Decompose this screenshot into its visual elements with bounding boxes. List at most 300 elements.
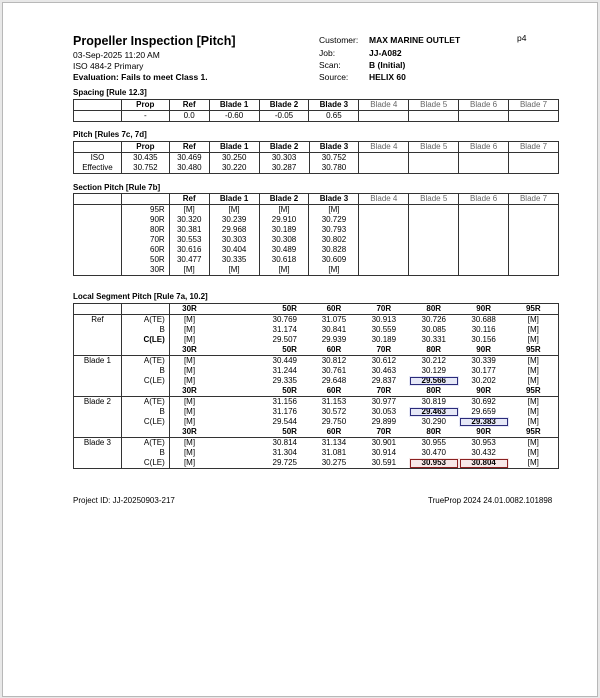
local-segment-edge-label: B bbox=[121, 366, 169, 376]
local-segment-group-label: Ref bbox=[74, 315, 122, 326]
table-cell: 31.304 bbox=[272, 448, 297, 457]
report-date: 03-Sep-2025 11:20 AM bbox=[73, 50, 160, 60]
table-cell bbox=[409, 215, 459, 225]
local-segment-group-label bbox=[74, 366, 122, 376]
table-cell: 30.761 bbox=[321, 366, 347, 375]
table-cell: [M] bbox=[527, 325, 539, 334]
table-cell: 30.085 bbox=[421, 325, 446, 334]
table-cell: [M] bbox=[169, 265, 209, 276]
scan-value: B (Initial) bbox=[369, 60, 406, 70]
table-row bbox=[74, 458, 559, 469]
table-cell bbox=[409, 111, 459, 122]
table-row bbox=[74, 325, 559, 335]
table-cell: 30.814 bbox=[272, 438, 297, 447]
table-cell bbox=[509, 245, 559, 255]
table-cell: 30.335 bbox=[209, 255, 259, 265]
table-row bbox=[74, 265, 559, 276]
local-segment-column-header: 60R bbox=[309, 345, 359, 356]
table-cell: [M] bbox=[183, 325, 196, 334]
table-cell bbox=[509, 255, 559, 265]
table-cell: [M] bbox=[527, 407, 539, 416]
pitch-table bbox=[73, 141, 559, 174]
table-cell: 30.553 bbox=[169, 235, 209, 245]
table-cell: 30.914 bbox=[371, 448, 397, 457]
table-cell: [M] bbox=[527, 397, 539, 406]
local-segment-header-row bbox=[74, 304, 559, 315]
local-segment-column-header: 30R bbox=[169, 304, 209, 315]
table-cell: 30.804 bbox=[459, 458, 509, 469]
local-segment-column-header: 90R bbox=[459, 427, 509, 438]
table-cell: 30.053 bbox=[371, 407, 397, 416]
table-cell: 30.435 bbox=[121, 153, 169, 164]
table-cell bbox=[409, 225, 459, 235]
table-cell: 29.648 bbox=[321, 376, 347, 385]
table-cell: 50R bbox=[121, 255, 169, 265]
table-cell: 30.177 bbox=[471, 366, 496, 375]
section-pitch-header: Blade 4 bbox=[359, 194, 409, 205]
table-cell: 30.618 bbox=[259, 255, 309, 265]
table-cell bbox=[459, 265, 509, 276]
table-cell bbox=[409, 245, 459, 255]
local-segment-column-header: 80R bbox=[409, 427, 459, 438]
scan-label: Scan: bbox=[319, 60, 341, 70]
table-cell: 30.726 bbox=[421, 315, 446, 324]
table-cell: [M] bbox=[309, 265, 359, 276]
local-segment-column-header: 70R bbox=[359, 345, 409, 356]
table-cell: 31.244 bbox=[272, 366, 297, 375]
table-cell bbox=[409, 153, 459, 164]
table-cell: 30.953 bbox=[409, 458, 459, 469]
pitch-header bbox=[74, 142, 122, 153]
table-cell: - bbox=[121, 111, 169, 122]
section-pitch-header bbox=[74, 194, 122, 205]
local-segment-column-header: 90R bbox=[459, 386, 509, 397]
table-row bbox=[74, 417, 559, 427]
local-segment-column-header: 90R bbox=[459, 345, 509, 356]
table-cell: 30.156 bbox=[471, 335, 496, 344]
table-cell bbox=[509, 111, 559, 122]
table-cell bbox=[459, 215, 509, 225]
local-segment-column-header: 80R bbox=[409, 345, 459, 356]
pitch-header-row bbox=[74, 142, 559, 153]
local-segment-column-header: 95R bbox=[509, 345, 559, 356]
table-cell bbox=[121, 304, 169, 315]
table-cell bbox=[74, 386, 122, 397]
table-cell: 30.202 bbox=[471, 376, 496, 385]
spacing-header: Ref bbox=[169, 100, 209, 111]
table-cell: 30.692 bbox=[471, 397, 496, 406]
table-cell bbox=[409, 235, 459, 245]
table-cell: 30.303 bbox=[209, 235, 259, 245]
table-cell: 30.609 bbox=[309, 255, 359, 265]
local-segment-group-label bbox=[74, 325, 122, 335]
table-cell bbox=[509, 205, 559, 216]
section-pitch-header-row bbox=[74, 194, 559, 205]
table-cell bbox=[359, 225, 409, 235]
table-cell: 30.469 bbox=[169, 153, 209, 164]
table-row bbox=[74, 397, 559, 408]
table-cell: 0.0 bbox=[169, 111, 209, 122]
table-cell bbox=[359, 265, 409, 276]
job-value: JJ-A082 bbox=[369, 48, 402, 58]
local-segment-edge-label: A(TE) bbox=[121, 315, 169, 326]
table-cell: 30.404 bbox=[209, 245, 259, 255]
section-pitch-header: Blade 1 bbox=[209, 194, 259, 205]
table-cell bbox=[359, 215, 409, 225]
table-cell: 30.308 bbox=[259, 235, 309, 245]
customer-value: MAX MARINE OUTLET bbox=[369, 35, 461, 45]
table-cell: [M] bbox=[183, 448, 196, 457]
customer-label: Customer: bbox=[319, 35, 359, 45]
table-cell: 29.463 bbox=[409, 407, 459, 417]
local-segment-column-header: 60R bbox=[309, 386, 359, 397]
table-cell: [M] bbox=[527, 417, 539, 426]
table-cell: 30.116 bbox=[471, 325, 496, 334]
table-row bbox=[74, 215, 559, 225]
table-cell: 30.752 bbox=[309, 153, 359, 164]
table-cell bbox=[509, 215, 559, 225]
table-cell bbox=[74, 235, 122, 245]
table-cell: [M] bbox=[527, 315, 539, 324]
table-cell: 80R bbox=[121, 225, 169, 235]
table-cell: 31.134 bbox=[321, 438, 347, 447]
job-label: Job: bbox=[319, 48, 336, 58]
table-cell: [M] bbox=[309, 205, 359, 216]
pitch-section-title: Pitch [Rules 7c, 7d] bbox=[73, 130, 147, 139]
section-pitch-header: Blade 7 bbox=[509, 194, 559, 205]
table-cell: [M] bbox=[259, 205, 309, 216]
table-cell: [M] bbox=[209, 205, 259, 216]
table-cell: 29.910 bbox=[259, 215, 309, 225]
table-cell: 30.449 bbox=[272, 356, 297, 365]
local-segment-column-header: 30R bbox=[169, 386, 209, 397]
table-cell: 31.176 bbox=[272, 407, 297, 416]
project-id: Project ID: JJ-20250903-217 bbox=[73, 496, 175, 505]
local-segment-column-header: 80R bbox=[409, 304, 459, 315]
page-number: p4 bbox=[517, 33, 527, 43]
table-row bbox=[74, 438, 559, 449]
table-cell: 30R bbox=[121, 265, 169, 276]
table-row bbox=[74, 366, 559, 376]
pitch-header: Blade 7 bbox=[509, 142, 559, 153]
table-cell: 29.507 bbox=[272, 335, 297, 344]
table-cell: 30.812 bbox=[321, 356, 347, 365]
table-cell: 30.828 bbox=[309, 245, 359, 255]
table-cell bbox=[359, 205, 409, 216]
local-segment-group-label: Blade 1 bbox=[74, 356, 122, 367]
table-cell: [M] bbox=[183, 417, 196, 426]
table-cell: [M] bbox=[183, 458, 196, 467]
table-cell: 30.841 bbox=[321, 325, 347, 334]
table-cell: 30.432 bbox=[471, 448, 496, 457]
local-segment-column-header: 95R bbox=[509, 427, 559, 438]
table-cell: 30.239 bbox=[209, 215, 259, 225]
local-segment-edge-label: B bbox=[121, 325, 169, 335]
table-cell: 30.780 bbox=[309, 163, 359, 174]
table-cell: 30.477 bbox=[169, 255, 209, 265]
table-cell: 31.156 bbox=[272, 397, 297, 406]
table-cell: 29.566 bbox=[409, 376, 459, 386]
table-cell: [M] bbox=[183, 397, 196, 406]
local-segment-column-header: 50R bbox=[209, 345, 309, 356]
table-cell: [M] bbox=[527, 458, 539, 467]
table-cell: 30.752 bbox=[121, 163, 169, 174]
pitch-header: Blade 3 bbox=[309, 142, 359, 153]
table-cell bbox=[509, 265, 559, 276]
table-cell: 29.544 bbox=[272, 417, 297, 426]
section-pitch-header: Blade 6 bbox=[459, 194, 509, 205]
table-cell: 70R bbox=[121, 235, 169, 245]
table-cell: 30.769 bbox=[272, 315, 297, 324]
table-cell bbox=[74, 205, 122, 216]
local-segment-column-header: 80R bbox=[409, 386, 459, 397]
table-cell bbox=[74, 427, 122, 438]
table-cell: 30.591 bbox=[371, 458, 397, 467]
table-cell bbox=[459, 205, 509, 216]
table-cell: 30.953 bbox=[471, 438, 496, 447]
table-cell: [M] bbox=[527, 356, 539, 365]
table-row bbox=[74, 163, 559, 174]
table-cell bbox=[359, 163, 409, 174]
table-cell bbox=[359, 153, 409, 164]
pitch-header: Blade 6 bbox=[459, 142, 509, 153]
table-cell: [M] bbox=[183, 335, 196, 344]
table-cell: 30.612 bbox=[371, 356, 397, 365]
table-row bbox=[74, 356, 559, 367]
table-cell: 30.572 bbox=[321, 407, 347, 416]
local-segment-column-header: 95R bbox=[509, 304, 559, 315]
spacing-header: Prop bbox=[121, 100, 169, 111]
table-cell: 30.220 bbox=[209, 163, 259, 174]
local-segment-column-header: 50R bbox=[209, 386, 309, 397]
pitch-header: Blade 4 bbox=[359, 142, 409, 153]
table-cell: 30.802 bbox=[309, 235, 359, 245]
table-cell bbox=[459, 111, 509, 122]
table-cell: [M] bbox=[527, 438, 539, 447]
table-cell: 30.977 bbox=[371, 397, 397, 406]
table-cell: 30.331 bbox=[421, 335, 446, 344]
table-cell: -0.60 bbox=[209, 111, 259, 122]
table-cell: [M] bbox=[169, 205, 209, 216]
local-segment-table bbox=[73, 303, 559, 469]
table-cell: 30.463 bbox=[371, 366, 397, 375]
table-cell: [M] bbox=[183, 356, 196, 365]
table-row bbox=[74, 448, 559, 458]
table-cell bbox=[409, 265, 459, 276]
table-row bbox=[74, 235, 559, 245]
local-segment-column-header: 90R bbox=[459, 304, 509, 315]
table-cell bbox=[509, 225, 559, 235]
local-segment-edge-label: C(LE) bbox=[121, 376, 169, 386]
spacing-header-row bbox=[74, 100, 559, 111]
pitch-header: Prop bbox=[121, 142, 169, 153]
table-cell: 30.320 bbox=[169, 215, 209, 225]
pitch-header: Blade 5 bbox=[409, 142, 459, 153]
spacing-header: Blade 2 bbox=[259, 100, 309, 111]
local-segment-column-header: 70R bbox=[359, 386, 409, 397]
table-cell: 29.899 bbox=[371, 417, 397, 426]
table-cell: 29.335 bbox=[272, 376, 297, 385]
table-cell: [M] bbox=[527, 366, 539, 375]
software-version: TrueProp 2024 24.01.0082.101898 bbox=[428, 496, 553, 505]
table-cell: 31.075 bbox=[321, 315, 347, 324]
spacing-header: Blade 1 bbox=[209, 100, 259, 111]
report-standard: ISO 484-2 Primary bbox=[73, 61, 144, 71]
table-cell: [M] bbox=[527, 335, 539, 344]
local-segment-edge-label: C(LE) bbox=[121, 335, 169, 345]
table-row bbox=[74, 376, 559, 386]
table-row bbox=[74, 335, 559, 345]
table-cell bbox=[409, 255, 459, 265]
table-cell bbox=[459, 245, 509, 255]
table-cell: ISO bbox=[74, 153, 122, 164]
table-cell: 30.559 bbox=[371, 325, 397, 334]
table-cell: 31.174 bbox=[272, 325, 297, 334]
table-cell: 30.729 bbox=[309, 215, 359, 225]
local-segment-column-header: 30R bbox=[169, 427, 209, 438]
local-segment-edge-label: C(LE) bbox=[121, 417, 169, 427]
table-cell: 30.275 bbox=[321, 458, 347, 467]
table-row bbox=[74, 407, 559, 417]
local-segment-group-label bbox=[74, 448, 122, 458]
local-segment-group-label bbox=[74, 407, 122, 417]
table-row bbox=[74, 205, 559, 216]
report-evaluation: Evaluation: Fails to meet Class 1. bbox=[73, 72, 208, 82]
table-cell: 29.968 bbox=[209, 225, 259, 235]
section-pitch-header: Blade 5 bbox=[409, 194, 459, 205]
table-cell bbox=[74, 255, 122, 265]
pitch-header: Blade 2 bbox=[259, 142, 309, 153]
local-segment-header-row bbox=[74, 345, 559, 356]
table-row bbox=[74, 315, 559, 326]
local-segment-column-header: 50R bbox=[209, 304, 309, 315]
table-cell bbox=[459, 163, 509, 174]
local-segment-column-header: 70R bbox=[359, 427, 409, 438]
table-cell: 30.339 bbox=[471, 356, 496, 365]
local-segment-column-header: 95R bbox=[509, 386, 559, 397]
local-segment-column-header: 30R bbox=[169, 345, 209, 356]
table-cell: [M] bbox=[527, 376, 539, 385]
table-cell bbox=[459, 255, 509, 265]
local-segment-group-label bbox=[74, 417, 122, 427]
local-segment-edge-label: C(LE) bbox=[121, 458, 169, 469]
table-cell: 95R bbox=[121, 205, 169, 216]
table-cell: [M] bbox=[183, 438, 196, 447]
table-cell: 30.793 bbox=[309, 225, 359, 235]
table-cell: [M] bbox=[259, 265, 309, 276]
local-segment-edge-label: B bbox=[121, 448, 169, 458]
table-cell: 60R bbox=[121, 245, 169, 255]
table-cell bbox=[121, 386, 169, 397]
table-cell: [M] bbox=[183, 315, 196, 324]
spacing-header: Blade 7 bbox=[509, 100, 559, 111]
local-segment-edge-label: B bbox=[121, 407, 169, 417]
table-cell: 30.189 bbox=[259, 225, 309, 235]
report-title: Propeller Inspection [Pitch] bbox=[73, 34, 236, 48]
table-row bbox=[74, 255, 559, 265]
table-cell: 29.383 bbox=[459, 417, 509, 427]
table-cell bbox=[359, 255, 409, 265]
report-page bbox=[2, 2, 598, 697]
table-cell: 30.688 bbox=[471, 315, 496, 324]
local-segment-edge-label: A(TE) bbox=[121, 397, 169, 408]
table-cell bbox=[459, 225, 509, 235]
table-cell: 31.153 bbox=[321, 397, 347, 406]
table-cell: 30.287 bbox=[259, 163, 309, 174]
source-label: Source: bbox=[319, 72, 349, 82]
local-segment-edge-label: A(TE) bbox=[121, 356, 169, 367]
table-cell: 30.470 bbox=[421, 448, 446, 457]
source-value: HELIX 60 bbox=[369, 72, 406, 82]
table-cell: 30.303 bbox=[259, 153, 309, 164]
table-cell bbox=[509, 153, 559, 164]
local-segment-header-row bbox=[74, 386, 559, 397]
table-cell bbox=[74, 304, 122, 315]
table-row bbox=[74, 245, 559, 255]
table-cell: 29.659 bbox=[471, 407, 496, 416]
table-cell: 29.939 bbox=[321, 335, 347, 344]
table-cell: Effective bbox=[74, 163, 122, 174]
table-cell bbox=[359, 235, 409, 245]
local-segment-header-row bbox=[74, 427, 559, 438]
table-cell: 29.725 bbox=[272, 458, 297, 467]
table-cell: 30.901 bbox=[371, 438, 397, 447]
table-cell: 30.129 bbox=[421, 366, 446, 375]
table-cell: 31.081 bbox=[321, 448, 347, 457]
local-segment-edge-label: A(TE) bbox=[121, 438, 169, 449]
table-cell: -0.05 bbox=[259, 111, 309, 122]
table-cell: [M] bbox=[209, 265, 259, 276]
section-pitch-header: Ref bbox=[169, 194, 209, 205]
local-segment-group-label: Blade 3 bbox=[74, 438, 122, 449]
table-cell: 90R bbox=[121, 215, 169, 225]
spacing-header: Blade 4 bbox=[359, 100, 409, 111]
pitch-header: Blade 1 bbox=[209, 142, 259, 153]
table-row bbox=[74, 153, 559, 164]
local-segment-group-label bbox=[74, 458, 122, 469]
local-segment-title: Local Segment Pitch [Rule 7a, 10.2] bbox=[73, 292, 208, 301]
table-cell: 30.955 bbox=[421, 438, 446, 447]
table-cell bbox=[74, 265, 122, 276]
local-segment-group-label: Blade 2 bbox=[74, 397, 122, 408]
table-cell bbox=[121, 427, 169, 438]
table-cell: [M] bbox=[183, 407, 196, 416]
table-cell bbox=[459, 153, 509, 164]
table-cell bbox=[409, 205, 459, 216]
table-cell bbox=[359, 111, 409, 122]
table-cell: [M] bbox=[183, 376, 196, 385]
section-pitch-table bbox=[73, 193, 559, 276]
table-cell: 30.616 bbox=[169, 245, 209, 255]
table-cell: 30.489 bbox=[259, 245, 309, 255]
table-cell: [M] bbox=[527, 448, 539, 457]
table-cell bbox=[74, 245, 122, 255]
table-cell bbox=[359, 245, 409, 255]
local-segment-column-header: 50R bbox=[209, 427, 309, 438]
local-segment-group-label bbox=[74, 335, 122, 345]
table-cell bbox=[74, 215, 122, 225]
table-row bbox=[74, 225, 559, 235]
table-cell bbox=[409, 163, 459, 174]
table-cell: 30.381 bbox=[169, 225, 209, 235]
spacing-header: Blade 3 bbox=[309, 100, 359, 111]
section-pitch-header: Blade 3 bbox=[309, 194, 359, 205]
table-cell bbox=[509, 163, 559, 174]
spacing-section-title: Spacing [Rule 12.3] bbox=[73, 88, 147, 97]
table-cell: 29.750 bbox=[321, 417, 347, 426]
table-cell bbox=[74, 345, 122, 356]
table-cell bbox=[509, 235, 559, 245]
